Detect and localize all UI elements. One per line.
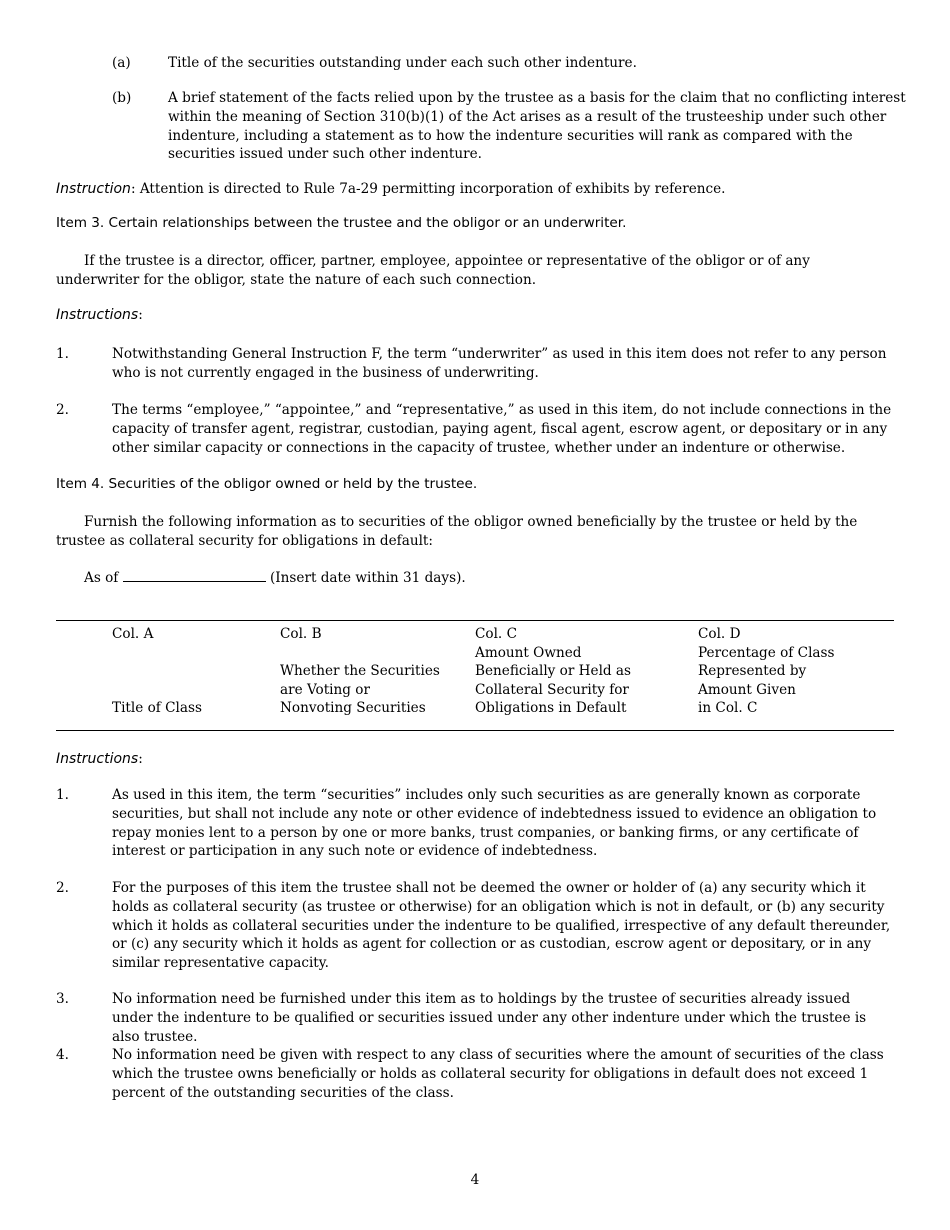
table-bottom-rule <box>56 730 894 731</box>
item4-instruction-2 <box>56 879 916 973</box>
col-c-line4: Obligations in Default <box>475 700 627 717</box>
instruction-number: 2. <box>56 880 69 896</box>
item3-instruction-1 <box>56 345 916 383</box>
table-col-c <box>475 625 631 718</box>
col-c-label: Col. C <box>475 626 517 642</box>
col-a-label: Col. A <box>112 626 154 642</box>
continuation-item-b <box>112 89 922 164</box>
table-col-d <box>698 625 834 718</box>
col-d-line3: Amount Given <box>698 681 796 698</box>
col-c-line3: Collateral Security for <box>475 681 629 698</box>
instruction-text: Notwithstanding General Instruction F, the term “underwriter” as used in this item does not refer to any person who is not currently engaged in the business of underwriting. <box>112 346 887 381</box>
instructions-label: Instructions <box>56 307 139 323</box>
table-col-b <box>280 625 440 718</box>
item4-body: Furnish the following information as to securities of the obligor owned beneficially by the trustee or held by the trustee as collateral security for obligations in default: <box>56 514 858 549</box>
col-a-title: Title of Class <box>112 700 202 717</box>
item4-instructions-heading <box>56 751 143 767</box>
col-c-line1: Amount Owned <box>475 644 582 661</box>
instruction-number: 1. <box>56 346 69 362</box>
instruction-text: The terms “employee,” “appointee,” and “representative,” as used in this item, do not include connections in the capacity of transfer agent, registrar, custodian, paying agent, fiscal agent, escrow agent, or depositary or in any other similar capacity or connections in the capacity of trustee, whether under an indenture or otherwise. <box>112 402 892 456</box>
item-marker: (b) <box>112 90 132 106</box>
item3-instruction-2 <box>56 401 918 457</box>
col-b-line3: Nonvoting Securities <box>280 700 426 717</box>
col-d-line1: Percentage of Class <box>698 644 835 661</box>
instruction-exhibits <box>56 180 916 199</box>
col-c-line2: Beneficially or Held as <box>475 663 632 680</box>
item-marker: (a) <box>112 55 131 71</box>
item4-heading: Item 4. Securities of the obligor owned or held by the trustee. <box>56 476 478 492</box>
item3-body: If the trustee is a director, officer, partner, employee, appointee or representative of the obligor or of any underwriter for the obligor, state the nature of each such connection. <box>56 253 810 288</box>
instruction-number: 1. <box>56 787 69 803</box>
as-of-line <box>84 569 466 586</box>
col-d-label: Col. D <box>698 626 741 642</box>
item4-instruction-3 <box>56 990 916 1046</box>
item3-heading: Item 3. Certain relationships between the trustee and the obligor or an underwriter. <box>56 215 627 231</box>
instruction-number: 3. <box>56 991 69 1007</box>
item4-instruction-4 <box>56 1046 916 1102</box>
item-text: A brief statement of the facts relied upon by the trustee as a basis for the claim that no conflicting interest within the meaning of Section 310(b)(1) of the Act arises as a result of the trusteeship under such other indenture, including a statement as to how the indenture securities will rank as compared with the securities issued under such other indenture. <box>168 90 906 163</box>
col-d-line4: in Col. C <box>698 700 758 717</box>
instruction-label: Instruction <box>56 181 131 197</box>
instruction-text: As used in this item, the term “securities” includes only such securities as are generally known as corporate securities, but shall not include any note or other evidence of indebtedness issued to evidence an obligation to repay monies lent to a person by one or more banks, trust companies, or banking firms, or any certificate of interest or participation in any such note or evidence of indebtedness. <box>112 787 877 860</box>
col-b-label: Col. B <box>280 626 322 642</box>
instruction-number: 2. <box>56 402 69 418</box>
page-number: 4 <box>470 1172 480 1188</box>
instruction-number: 4. <box>56 1047 69 1063</box>
instruction-text: For the purposes of this item the trustee shall not be deemed the owner or holder of (a) any security which it holds as collateral security (as trustee or otherwise) for an obligation which is not in default, or (b) any security which it holds as collateral securities under the indenture to be qualified, irrespective of any default thereunder, or (c) any security which it holds as agent for collection or as custodian, escrow agent or depositary, or in any similar representative capacity. <box>112 880 891 972</box>
instructions-colon: : <box>138 307 143 323</box>
as-of-prefix: As of <box>84 570 119 586</box>
col-b-line2: are Voting or <box>280 681 370 698</box>
instructions-colon: : <box>138 751 143 767</box>
date-blank <box>123 569 266 582</box>
instruction-text: No information need be furnished under this item as to holdings by the trustee of securities already issued under the indenture to be qualified or securities issued under any other indenture under which the trustee is also trustee. <box>112 991 867 1045</box>
table-col-a <box>112 625 202 718</box>
item3-instructions-heading <box>56 307 143 323</box>
instructions-label: Instructions <box>56 751 139 767</box>
as-of-suffix: (Insert date within 31 days). <box>270 570 466 586</box>
table-top-rule <box>56 620 894 621</box>
item4-instruction-1 <box>56 786 918 861</box>
continuation-item-a <box>112 54 922 73</box>
item-text: Title of the securities outstanding under each such other indenture. <box>168 55 637 71</box>
col-d-line2: Represented by <box>698 663 807 680</box>
instruction-text: : Attention is directed to Rule 7a-29 permitting incorporation of exhibits by reference. <box>130 181 726 197</box>
instruction-text: No information need be given with respect to any class of securities where the amount of securities of the class which the trustee owns beneficially or holds as collateral security for obligations in default does not exceed 1 percent of the outstanding securities of the class. <box>112 1047 884 1101</box>
col-b-line1: Whether the Securities <box>280 663 440 680</box>
